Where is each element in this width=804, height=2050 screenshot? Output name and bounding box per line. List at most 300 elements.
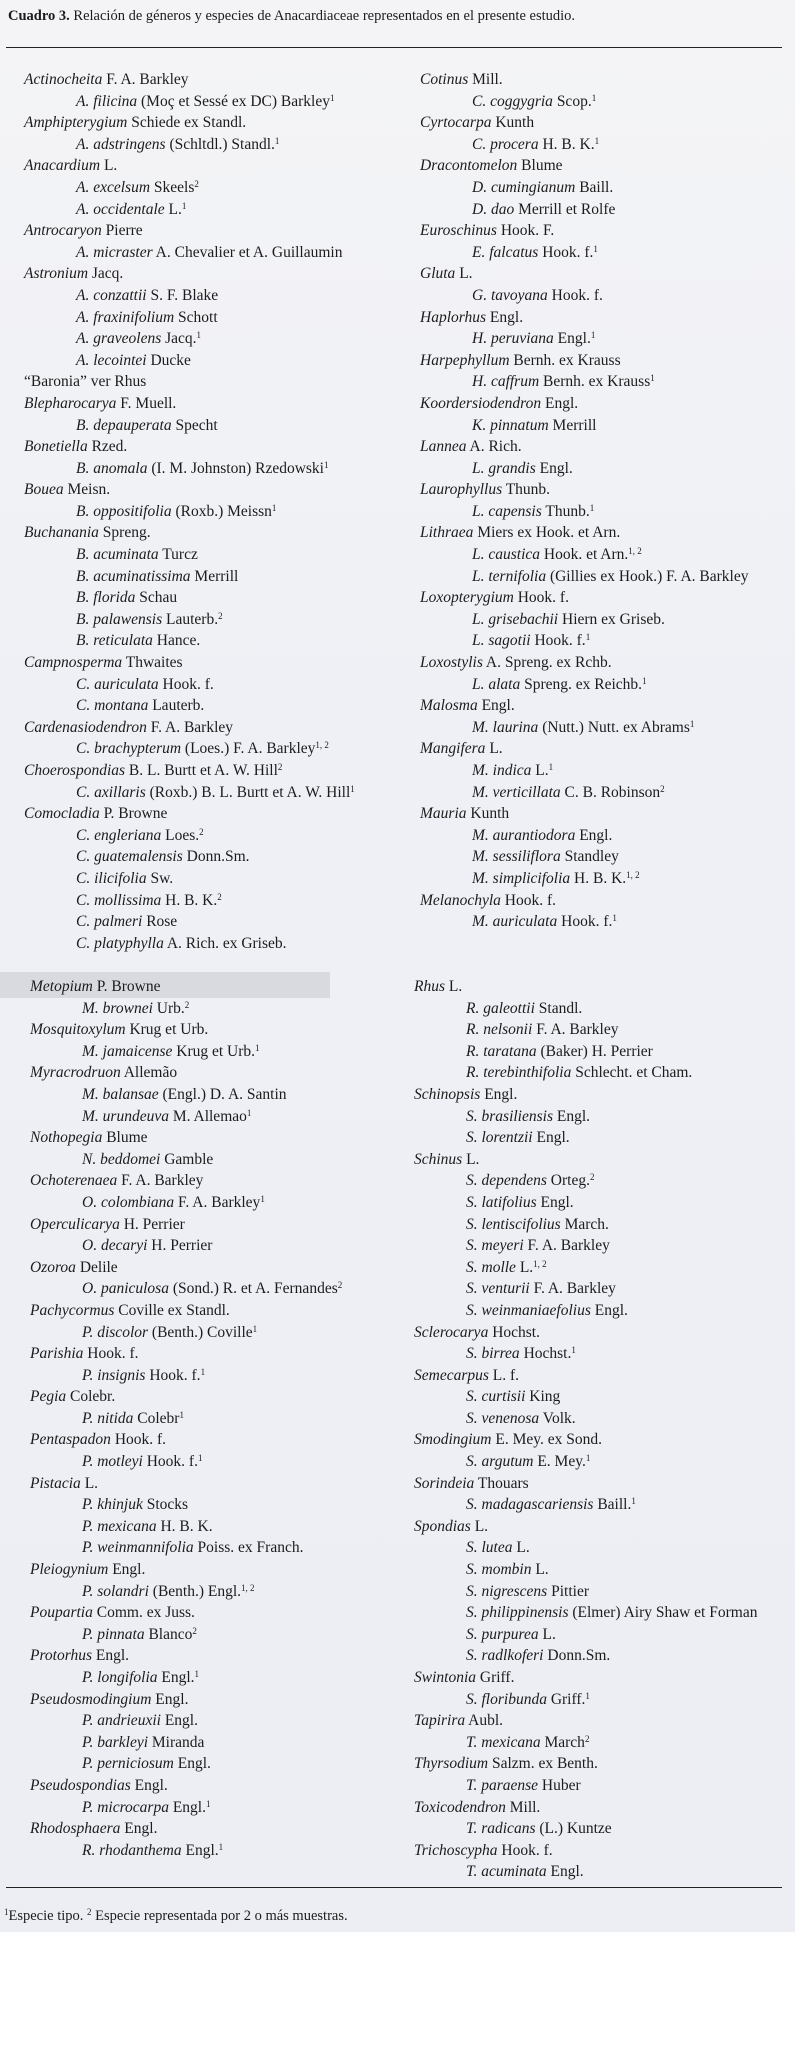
taxon-author: Hook. f. [158, 675, 214, 693]
taxon-author: Engl. [486, 308, 524, 326]
genus-name: Protorhus [30, 1647, 93, 1665]
species-name: S. meyeri [466, 1237, 524, 1255]
species-name: S. latifolius [466, 1193, 537, 1211]
genus-name: Mosquitoxylum [30, 1021, 126, 1039]
species-entry [24, 566, 355, 588]
species-entry [24, 890, 355, 912]
species-name: L. caustica [472, 546, 541, 564]
species-entry [30, 1667, 342, 1689]
species-entry [24, 199, 355, 221]
genus-entry [420, 587, 748, 609]
species-name: L. capensis [472, 502, 542, 520]
genus-entry [24, 69, 355, 91]
taxon-author: Engl. [553, 330, 591, 348]
genus-entry [30, 1343, 342, 1365]
species-name: B. palawensis [76, 610, 163, 628]
species-name: B. acuminata [76, 546, 159, 564]
taxon-author: Spreng. [98, 524, 151, 542]
species-entry [414, 1537, 757, 1559]
species-name: A. adstringens [76, 135, 166, 153]
genus-entry [30, 1645, 342, 1667]
genus-name: Pleiogynium [30, 1561, 109, 1579]
genus-name: Parishia [30, 1345, 84, 1363]
species-entry [414, 1170, 757, 1192]
species-entry [420, 415, 748, 437]
species-name: M. verticillata [472, 783, 561, 801]
species-name: M. laurina [472, 718, 539, 736]
species-entry [24, 674, 355, 696]
species-name: E. falcatus [472, 243, 539, 261]
genus-entry [414, 1516, 757, 1538]
taxon-author: Engl. [108, 1561, 146, 1579]
taxon-author: L. [462, 1150, 480, 1168]
bottom-rule [6, 1887, 782, 1888]
species-name: C. brachypterum [76, 740, 182, 758]
taxon-author: Griff. [546, 1690, 586, 1708]
genus-entry [414, 1084, 757, 1106]
left-column-lower [30, 976, 342, 1861]
genus-name: Rhodosphaera [30, 1820, 121, 1838]
genus-entry [414, 1667, 757, 1689]
genus-name: Gluta [420, 265, 456, 283]
species-entry [24, 782, 355, 804]
species-name: L. grisebachii [472, 610, 559, 628]
taxon-author: H. B. K. [156, 1517, 213, 1535]
species-entry [30, 1322, 342, 1344]
footnote-mark: 1 [612, 913, 617, 924]
genus-entry [420, 652, 748, 674]
genus-entry [30, 1689, 342, 1711]
genus-entry [24, 263, 355, 285]
genus-entry [24, 479, 355, 501]
taxon-author: P. Browne [92, 978, 161, 995]
taxon-author: F. Muell. [116, 394, 177, 412]
species-entry [24, 868, 355, 890]
taxon-author: F. A. Barkley [102, 71, 189, 88]
footnote-mark: 2 [218, 610, 223, 621]
species-name: S. purpurea [466, 1625, 539, 1643]
footnote-mark: 1 [585, 632, 591, 643]
taxon-author: Allemão [120, 1064, 178, 1082]
genus-name: Choerospondias [24, 762, 126, 779]
taxon-author: Comm. ex Juss. [92, 1604, 195, 1622]
genus-name: Harpephyllum [420, 351, 510, 369]
taxon-author: Bernh. ex Krauss [539, 373, 651, 391]
caption-label: Cuadro 3. [8, 8, 70, 24]
taxon-author: Rzed. [87, 438, 128, 456]
species-name: P. khinjuk [82, 1496, 143, 1514]
species-entry [414, 1127, 757, 1149]
footnote-mark: 1 [260, 1193, 265, 1204]
species-name: B. oppositifolia [76, 502, 172, 520]
taxon-author: Engl. [130, 1776, 168, 1794]
species-name: H. peruviana [472, 330, 554, 348]
genus-name: Buchanania [24, 524, 99, 542]
species-name: L. alata [472, 675, 521, 693]
taxon-author: Engl. [535, 459, 573, 477]
species-entry [420, 501, 748, 523]
taxon-author: Pierre [101, 222, 143, 240]
genus-name: Sorindeia [414, 1474, 475, 1492]
species-name: S. lentiscifolius [466, 1215, 561, 1233]
footnote-mark: 1 [194, 1669, 200, 1679]
taxon-author: L. [100, 157, 118, 175]
species-entry [30, 1451, 342, 1473]
species-name: A. excelsum [76, 178, 151, 196]
species-name: S. curtisii [466, 1388, 526, 1406]
genus-name: Comocladia [24, 805, 100, 823]
taxon-author: Schott [174, 308, 218, 326]
species-entry [420, 199, 748, 221]
taxon-author: (Nutt.) Nutt. ex Abrams [538, 718, 690, 736]
footnote-mark: 1 [591, 92, 597, 103]
species-entry [24, 307, 355, 329]
species-name: L. ternifolia [472, 567, 547, 585]
taxon-author: Delile [75, 1258, 118, 1276]
taxon-author: Turcz [158, 546, 198, 564]
taxon-author: Engl. [151, 1690, 189, 1708]
genus-name: Pseudosmodingium [30, 1690, 152, 1708]
taxon-author: Krug et Urb. [172, 1042, 256, 1060]
taxon-author: Huber [538, 1776, 581, 1794]
left-column-upper [24, 69, 355, 954]
genus-entry [420, 112, 748, 134]
species-entry [420, 544, 748, 566]
species-name: S. mombin [466, 1561, 532, 1579]
species-name: S. philippinensis [466, 1604, 569, 1622]
taxon-author: H. B. K. [570, 869, 627, 887]
species-name: T. paraense [466, 1776, 539, 1794]
genus-entry [420, 350, 748, 372]
species-entry [414, 1106, 757, 1128]
footnote-mark: 1 [585, 1690, 590, 1701]
species-name: B. florida [76, 589, 136, 607]
species-name: L. grandis [472, 459, 536, 477]
species-entry [24, 134, 355, 156]
taxon-author: Coville ex Standl. [114, 1301, 230, 1319]
species-name: P. solandri [82, 1582, 149, 1600]
genus-name: Pentaspadon [30, 1431, 111, 1449]
species-entry [420, 782, 748, 804]
taxon-author: Aubl. [465, 1712, 504, 1730]
species-name: C. platyphylla [76, 934, 164, 952]
species-entry [24, 415, 355, 437]
species-name: C. auriculata [76, 675, 159, 693]
species-name: P. mexicana [82, 1517, 157, 1535]
genus-name: Semecarpus [414, 1366, 489, 1384]
species-name: C. mollissima [76, 891, 162, 909]
genus-entry [420, 436, 748, 458]
taxon-author: Orteg. [546, 1172, 590, 1190]
footnote-mark: 1 [255, 1042, 260, 1053]
genus-entry [24, 393, 355, 415]
footnote-mark: 1 [689, 718, 695, 729]
genus-entry [420, 695, 748, 717]
species-entry [414, 1257, 757, 1279]
species-entry [414, 1581, 757, 1603]
species-entry [420, 177, 748, 199]
taxon-author: L. [80, 1474, 99, 1492]
species-name: S. lorentzii [466, 1129, 533, 1147]
taxon-author: Hook. f. [513, 589, 569, 607]
species-entry [414, 1192, 757, 1214]
species-entry [414, 998, 757, 1020]
taxon-author: F. A. Barkley [146, 718, 234, 736]
species-name: S. weinmaniaefolius [466, 1301, 591, 1319]
genus-name: Cardenasiodendron [24, 718, 147, 736]
genus-name: Blepharocarya [24, 394, 117, 412]
footnote-mark: 2 [192, 1625, 197, 1636]
footnote-mark: 1 [200, 1366, 206, 1377]
taxon-author: L. [512, 1539, 530, 1557]
taxon-author: (Baker) H. Perrier [536, 1042, 653, 1060]
genus-entry [24, 652, 355, 674]
taxon-author: E. Mey. ex Sond. [491, 1431, 602, 1449]
species-entry [30, 1278, 342, 1300]
genus-entry [30, 1127, 342, 1149]
genus-entry [30, 976, 342, 998]
taxon-author: Hook. F. [496, 222, 555, 240]
species-entry [420, 458, 748, 480]
genus-entry [30, 1300, 342, 1322]
taxon-author: (Roxb.) B. L. Burtt et A. W. Hill [145, 783, 351, 801]
right-column-upper [420, 69, 748, 933]
footnote-mark: 1 [271, 502, 277, 513]
taxon-author: Mill. [505, 1798, 541, 1816]
species-entry [24, 285, 355, 307]
genus-name: Poupartia [30, 1604, 93, 1622]
taxon-author: L. [455, 265, 473, 283]
species-name: O. paniculosa [82, 1280, 169, 1298]
species-name: S. dependens [466, 1172, 547, 1190]
taxon-author: Engl. [157, 1669, 195, 1686]
footnote-mark: 1 [218, 1841, 224, 1852]
footnote-mark: 1 [590, 330, 596, 341]
species-entry [414, 1818, 757, 1840]
taxon-author: Griff. [476, 1669, 515, 1686]
genus-entry [30, 1214, 342, 1236]
species-name: O. decaryi [82, 1237, 148, 1255]
footnote-mark: 1, 2 [533, 1258, 547, 1269]
species-name: M. brownei [82, 999, 153, 1017]
genus-entry [24, 803, 355, 825]
taxon-author: Colebr. [66, 1388, 116, 1406]
taxon-author: Engl. [480, 1085, 518, 1103]
genus-name: Thyrsodium [414, 1755, 489, 1773]
genus-entry [30, 1429, 342, 1451]
taxon-author: King [525, 1388, 561, 1406]
taxon-author: (Roxb.) Meissn [171, 502, 272, 520]
species-name: S. madagascariensis [466, 1496, 594, 1514]
footnote-mark: 1 [593, 243, 598, 254]
species-name: C. procera [472, 135, 539, 153]
genus-name: Bonetiella [24, 438, 88, 456]
species-entry [414, 1408, 757, 1430]
species-name: P. motleyi [82, 1453, 143, 1471]
genus-entry [420, 220, 748, 242]
taxon-author: Hook. f. [83, 1345, 139, 1363]
species-entry [414, 1645, 757, 1667]
species-name: M. aurantiodora [472, 826, 576, 844]
species-entry [420, 760, 748, 782]
taxon-author: C. B. Robinson [560, 783, 661, 801]
species-entry [30, 1365, 342, 1387]
taxon-author: F. A. Barkley [117, 1172, 204, 1190]
genus-name: Mangifera [420, 740, 486, 758]
species-entry [24, 91, 355, 113]
genus-name: Myracrodruon [30, 1064, 121, 1082]
footnote-mark: 1 [274, 135, 280, 146]
footnote-mark: 2 [589, 1172, 595, 1183]
genus-entry [414, 1710, 757, 1732]
species-entry [420, 868, 748, 890]
genus-entry [30, 1386, 342, 1408]
species-name: C. guatemalensis [76, 848, 183, 866]
species-entry [24, 177, 355, 199]
genus-name: Lannea [420, 438, 467, 456]
genus-entry [414, 1753, 757, 1775]
genus-name: Astronium [24, 265, 89, 283]
species-name: R. galeottii [466, 999, 535, 1017]
genus-name: Nothopegia [30, 1129, 103, 1147]
species-entry [414, 1732, 757, 1754]
taxon-author: Schau [135, 589, 178, 607]
species-entry [420, 911, 748, 933]
genus-name: Melanochyla [420, 891, 501, 909]
species-name: B. reticulata [76, 632, 153, 650]
taxon-author: (Engl.) D. A. Santin [158, 1085, 287, 1103]
footnote-mark: 1 [571, 1345, 576, 1356]
species-name: R. terebinthifolia [466, 1064, 572, 1082]
species-name: H. caffrum [472, 373, 540, 391]
species-name: A. occidentale [76, 200, 165, 218]
species-name: M. sessiliflora [472, 848, 561, 866]
genus-name: Schinus [414, 1150, 463, 1168]
taxon-author: Mill. [468, 71, 503, 88]
species-name: C. axillaris [76, 783, 146, 801]
taxon-author: M. Allemao [168, 1107, 247, 1125]
species-entry [30, 1106, 342, 1128]
footnote-mark: 1 [650, 373, 655, 384]
taxon-author: Engl. [552, 1107, 591, 1125]
species-entry [414, 1386, 757, 1408]
taxon-author: Engl. [168, 1798, 206, 1816]
species-name: M. balansae [82, 1085, 159, 1103]
taxon-author: Hook. f. [530, 632, 586, 650]
taxon-author: (Loes.) F. A. Barkley [181, 740, 316, 758]
taxon-author: Hook. f. [538, 243, 594, 261]
taxon-author: Engl. [536, 1193, 574, 1211]
species-name: C. palmeri [76, 913, 143, 931]
taxon-author: Specht [171, 416, 218, 434]
taxon-author: L. [485, 740, 503, 758]
genus-entry [420, 263, 748, 285]
species-name: T. acuminata [466, 1863, 547, 1881]
species-name: M. auriculata [472, 913, 558, 931]
species-entry [420, 566, 748, 588]
species-entry [420, 609, 748, 631]
taxon-author: (I. M. Johnston) Rzedowski [147, 459, 324, 477]
taxon-author: Krug et Urb. [125, 1021, 209, 1039]
species-entry [24, 846, 355, 868]
genus-name: Operculicarya [30, 1215, 120, 1233]
footnote-mark: 2 [584, 1733, 590, 1744]
species-entry [420, 285, 748, 307]
species-entry [414, 1689, 757, 1711]
species-entry [414, 1559, 757, 1581]
species-name: B. anomala [76, 459, 148, 477]
taxon-author: S. F. Blake [146, 286, 219, 304]
taxon-author: A. Chevalier et A. Guillaumin [152, 243, 343, 261]
species-entry [30, 1494, 342, 1516]
species-entry [414, 1019, 757, 1041]
taxon-author: F. A. Barkley [529, 1280, 616, 1298]
taxon-author: Ducke [146, 351, 191, 369]
species-name: K. pinnatum [472, 416, 549, 434]
genus-name: Laurophyllus [420, 481, 503, 499]
species-entry [420, 717, 748, 739]
species-name: T. mexicana [466, 1733, 541, 1751]
taxon-author: E. Mey. [533, 1453, 586, 1471]
species-name: P. discolor [82, 1323, 149, 1341]
species-name: M. simplicifolia [472, 869, 571, 887]
species-entry [30, 1537, 342, 1559]
genus-entry [420, 738, 748, 760]
genus-name: Loxostylis [420, 654, 483, 672]
species-name: M. jamaicense [82, 1042, 173, 1060]
species-entry [30, 1192, 342, 1214]
taxon-author: Kunth [491, 114, 535, 132]
genus-name: Schinopsis [414, 1085, 481, 1103]
taxon-author: Baill. [593, 1496, 632, 1514]
taxon-author: L. [470, 1517, 489, 1535]
taxon-author: Meisn. [63, 481, 111, 499]
taxon-author: L. [531, 762, 549, 779]
taxon-author: Urb. [152, 999, 185, 1017]
taxon-author: A. Rich. ex Griseb. [163, 934, 287, 952]
species-name: S. brasiliensis [466, 1107, 553, 1125]
taxon-author: Baill. [575, 178, 614, 196]
genus-name: Smodingium [414, 1431, 492, 1449]
species-entry [24, 933, 355, 955]
taxon-author: Standley [560, 848, 619, 866]
taxon-author: Engl. [532, 1129, 570, 1147]
species-name: R. taratana [466, 1042, 537, 1060]
genus-entry [30, 1257, 342, 1279]
taxon-author: Engl. [477, 697, 515, 715]
species-entry [30, 1149, 342, 1171]
taxon-author: Hook. f. [557, 913, 613, 931]
taxon-author: Scop. [552, 92, 592, 110]
genus-name: Spondias [414, 1517, 471, 1535]
species-entry [414, 1861, 757, 1883]
taxon-author: March. [560, 1215, 609, 1233]
taxon-author: L. [531, 1561, 549, 1579]
taxon-author: Engl. [92, 1647, 130, 1665]
taxon-author: Merrill [190, 567, 239, 585]
genus-entry [24, 112, 355, 134]
species-entry [414, 1494, 757, 1516]
genus-entry [420, 307, 748, 329]
taxon-author: Colebr [133, 1409, 180, 1427]
taxon-author: (Gillies ex Hook.) F. A. Barkley [546, 567, 749, 585]
genus-entry [420, 393, 748, 415]
taxon-author: L. f. [488, 1366, 520, 1384]
taxon-author: Engl. [546, 1863, 584, 1881]
taxon-author: Loes. [161, 826, 200, 844]
species-name: D. dao [472, 200, 515, 218]
genus-name: Cyrtocarpa [420, 114, 492, 132]
